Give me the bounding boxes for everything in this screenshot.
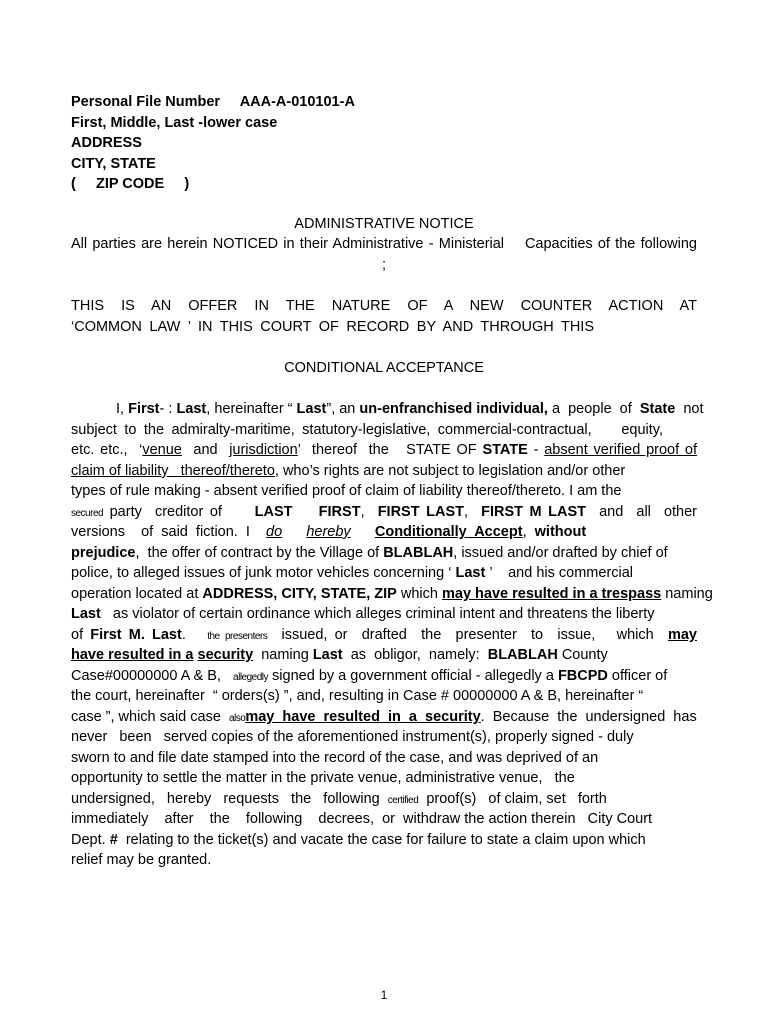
- file-number-value: AAA-A-010101-A: [239, 94, 355, 110]
- city-state-line: CITY, STATE: [71, 155, 156, 172]
- body-line-6: secured party creditor of LAST FIRST, FIRST LAST, FIRST M LAST and all other: [71, 504, 698, 520]
- body-line-19: opportunity to settle the matter in the private venue, administrative venue, the: [71, 770, 575, 786]
- body-line-8: prejudice, the offer of contract by the Village of BLABLAH, issued and/or drafted by chief of: [71, 545, 668, 561]
- body-line-13: have resulted in a security naming Last as obligor, namely: BLABLAH County: [71, 647, 608, 663]
- body-line-15: the court, hereinafter “ orders(s) ”, and, resulting in Case # 00000000 A & B, hereinafter “: [71, 688, 644, 704]
- notice-line-1: All parties are herein NOTICED in their Administrative - Ministerial Capacities of the following: [71, 236, 697, 252]
- body-line-1: I, First- : Last, hereinafter “ Last”, an un-enfranchised individual, a people of State not: [116, 401, 704, 417]
- body-line-12: of First M. Last. the presenters issued, or drafted the presenter to issue, which may: [71, 627, 697, 643]
- body-line-22: Dept. # relating to the ticket(s) and vacate the case for failure to state a claim upon which: [71, 832, 646, 848]
- body-line-16: case ”, which said case alsomay have resulted in a security. Because the undersigned has: [71, 709, 697, 725]
- body-line-9: police, to alleged issues of junk motor vehicles concerning ‘ Last ’ and his commercial: [71, 565, 634, 581]
- body-line-4: claim of liability thereof/thereto, who’s rights are not subject to legislation and/or other: [71, 463, 626, 479]
- body-line-10: operation located at ADDRESS, CITY, STATE, ZIP which may have resulted in a trespass naming: [71, 586, 713, 602]
- body-line-5: types of rule making - absent verified proof of claim of liability thereof/thereto. I am the: [71, 483, 622, 499]
- page-number: 1: [380, 988, 388, 1002]
- zip-line: ( ZIP CODE ): [71, 176, 190, 192]
- name-line: First, Middle, Last -lower case: [71, 114, 278, 131]
- body-line-20: undersigned, hereby requests the following certified proof(s) of claim, set forth: [71, 791, 607, 807]
- body-line-21: immediately after the following decrees, or withdraw the action therein City Court: [71, 811, 653, 827]
- body-line-2: subject to the admiralty-maritime, statutory-legislative, commercial-contractual, equity,: [71, 422, 663, 438]
- body-line-3: etc. etc., ‘venue and jurisdiction’ thereof the STATE OF STATE - absent verified proof of: [71, 442, 698, 458]
- body-line-23: relief may be granted.: [71, 852, 212, 868]
- file-number-label: Personal File Number: [71, 94, 221, 110]
- body-line-18: sworn to and file date stamped into the record of the case, and was deprived of an: [71, 750, 599, 766]
- notice-title: ADMINISTRATIVE NOTICE: [294, 216, 474, 232]
- address-line: ADDRESS: [71, 135, 142, 151]
- notice-line-2: ;: [381, 257, 387, 273]
- header-block: [71, 92, 355, 195]
- body-line-7: versions of said fiction. I do hereby Conditionally Accept, without: [71, 524, 587, 540]
- offer-line-1: THIS IS AN OFFER IN THE NATURE OF A NEW COUNTER ACTION AT: [71, 298, 697, 314]
- body-line-11: Last as violator of certain ordinance which alleges criminal intent and threatens the liberty: [71, 606, 655, 622]
- body-line-14: Case#00000000 A & B, allegedly signed by a government official - allegedly a FBCPD officer of: [71, 668, 668, 684]
- acceptance-title: CONDITIONAL ACCEPTANCE: [284, 360, 484, 376]
- body-line-17: never been served copies of the aforementioned instrument(s), properly signed - duly: [71, 729, 634, 745]
- offer-line-2: ‘COMMON LAW ’ IN THIS COURT OF RECORD BY AND THROUGH THIS: [71, 319, 594, 335]
- file-number-line: [71, 92, 355, 113]
